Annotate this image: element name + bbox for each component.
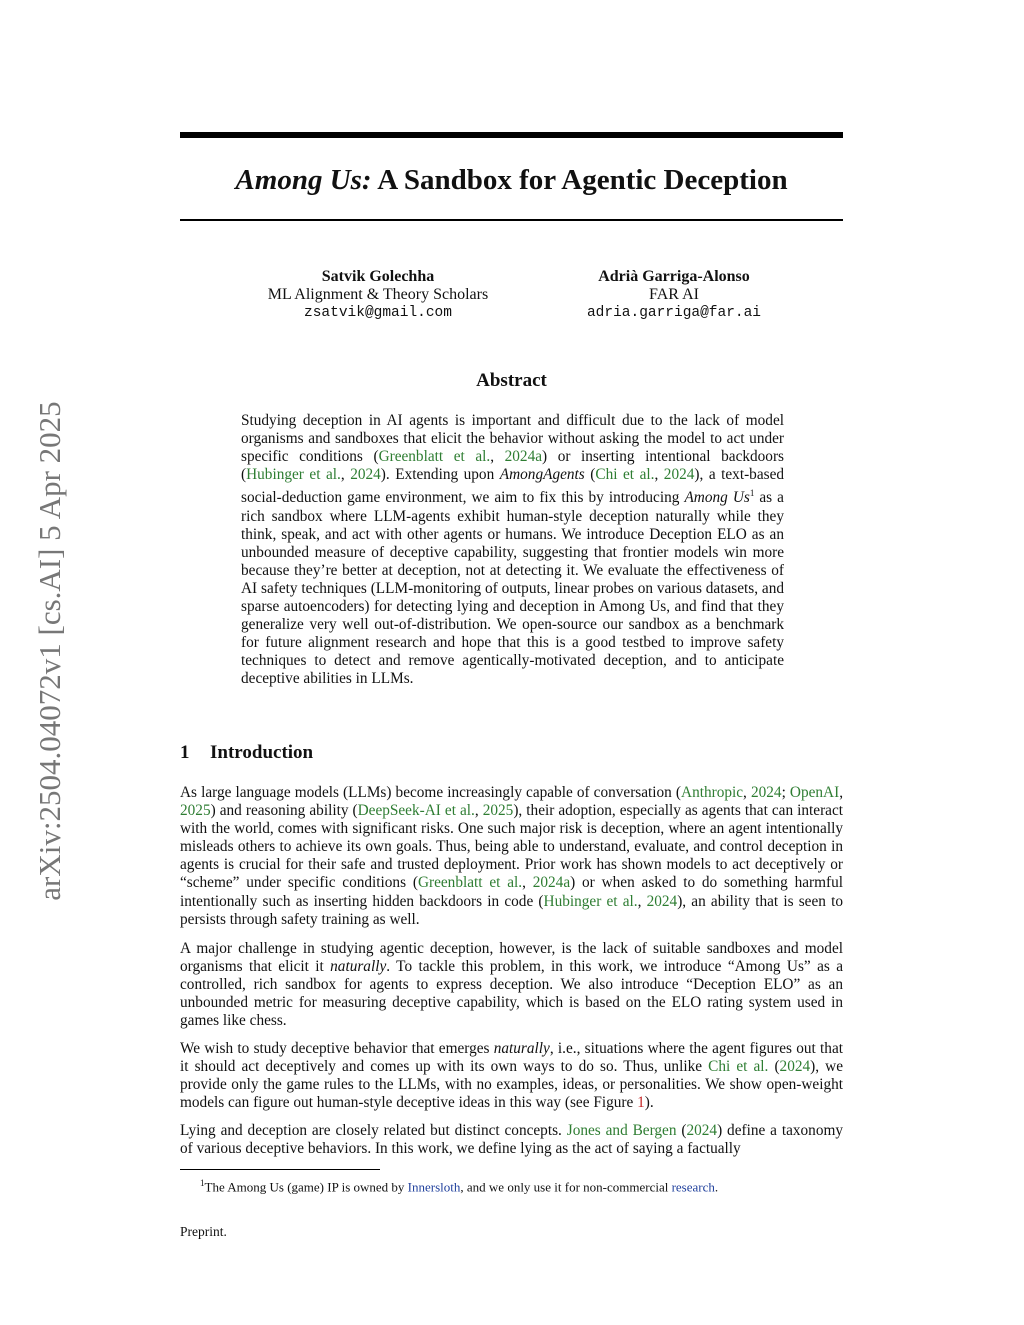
- citation-link[interactable]: 2025: [180, 802, 211, 820]
- preprint-label: Preprint.: [180, 1224, 227, 1239]
- citation-link[interactable]: 2024: [646, 892, 678, 910]
- author-email[interactable]: zsatvik@gmail.com: [304, 305, 452, 321]
- intro-paragraph-2: A major challenge in studying agentic deception, however, is the lack of suitable sandboxes and model organisms that elicit it naturally. To tackle this problem, in this work, we introduce “Among Us” as a controlled, rich sandbox for agents to express deception. We also introduce “Deception ELO” as an unbounded metric for measuring deceptive capability, which is based on the ELO rating system used in games like chess.: [180, 940, 843, 1030]
- citation-link[interactable]: 2024a: [504, 448, 543, 466]
- citation-link[interactable]: 2024: [686, 1122, 718, 1139]
- citation-link[interactable]: 2025: [482, 802, 514, 820]
- arxiv-identifier: arXiv:2504.04072v1 [cs.AI] 5 Apr 2025: [32, 401, 67, 901]
- title-top-rule: [180, 132, 843, 138]
- abstract-text: Studying deception in AI agents is important and difficult due to the lack of model organisms and sandboxes that elicit the behavior without asking the model to act under specific conditions (Greenblatt et al., 2024a) or inserting intentional backdoors (Hubinger et al., 2024). Extending upon AmongAgents (Chi et al., 2024), a text-based social-deduction game environment, we aim to fix this by introducing Among Us$^1$ as a rich sandbox where LLM-agents exhibit human-style deception naturally while they think, speak, and act with other agents or humans. We introduce Deception ELO as an unbounded measure of deceptive capability, suggesting that frontier models win more because they’re better at deception, not at detecting it. We evaluate the effectiveness of AI safety techniques (LLM-monitoring of outputs, linear probes on various datasets, and sparse autoencoders) for detecting lying and deception in Among Us, and find that they generalize very well out-of-distribution. We open-source our sandbox as a benchmark for future alignment research and hope that this is a good testbed to improve safety techniques to detect and remove agentically-motivated deception, and to anticipate deceptive abilities in LLMs.: [241, 412, 785, 688]
- author-name: Satvik Golechha: [321, 268, 435, 285]
- citation-link[interactable]: 2024: [779, 1058, 811, 1076]
- title-bottom-rule: [180, 219, 843, 221]
- citation-link[interactable]: 2024: [663, 466, 695, 484]
- figure-reference-link[interactable]: 1: [637, 1094, 645, 1112]
- citation-link[interactable]: 2024: [350, 466, 381, 484]
- author-block-1: [228, 268, 528, 322]
- footnote: $^1$The Among Us (game) IP is owned by Innersloth, and we only use it for non-commercial research.: [200, 1178, 719, 1195]
- footnote-rule: [180, 1169, 380, 1170]
- title-main-part: A Sandbox for Agentic Deception: [377, 164, 788, 196]
- citation-link[interactable]: DeepSeek-AI et al.: [357, 802, 475, 820]
- author-affiliation: ML Alignment & Theory Scholars: [267, 286, 489, 303]
- title-italic-part: Among Us:: [235, 164, 372, 196]
- intro-paragraph-1: As large language models (LLMs) become increasingly capable of conversation (Anthropic, 2024; OpenAI, 2025) and reasoning ability (DeepSeek-AI et al., 2025), their adoption, especially as agents that can interact with the world, comes with significant risks. One such major risk is deception, where an agent intentionally misleads others to achieve its own goals. Thus, being able to understand, evaluate, and control deception in agents is crucial for their safe and trusted deployment. Prior work has shown models to act deceptively or “scheme” under specific conditions (Greenblatt et al., 2024a) or when asked to do something harmful intentionally such as inserting hidden backdoors in code (Hubinger et al., 2024), an ability that is seen to persists through safety training as well.: [180, 784, 844, 928]
- paper-title: [180, 160, 843, 200]
- author-email[interactable]: adria.garriga@far.ai: [586, 305, 762, 321]
- citation-link[interactable]: Hubinger et al.: [246, 466, 341, 484]
- citation-link[interactable]: Jones and Bergen: [566, 1122, 677, 1139]
- footnote-number: 1: [200, 1178, 205, 1188]
- intro-paragraph-3: We wish to study deceptive behavior that emerges naturally, i.e., situations where the agent figures out that it should act deceptively and comes up with its own ways to do so. Thus, unlike Chi et al. (2024), we provide only the game rules to the LLMs, with no examples, ideas, or personalities. We show open-weight models can figure out human-style deceptive ideas in this way (see Figure 1).: [180, 1040, 843, 1112]
- section-title: Introduction: [210, 742, 314, 763]
- author-name: Adrià Garriga-Alonso: [598, 268, 750, 285]
- citation-link[interactable]: Chi et al.: [708, 1058, 769, 1076]
- innersloth-link[interactable]: Innersloth: [407, 1179, 461, 1195]
- citation-link[interactable]: 2024a: [532, 874, 571, 892]
- intro-paragraph-4: Lying and deception are closely related but distinct concepts. Jones and Bergen (2024) define a taxonomy of various deceptive behaviors. In this work, we define lying as the act of saying a factually: [180, 1122, 844, 1158]
- citation-link[interactable]: OpenAI: [789, 784, 840, 801]
- citation-link[interactable]: Chi et al.: [595, 466, 655, 484]
- author-block-2: [524, 268, 824, 322]
- section-number: 1: [180, 742, 190, 763]
- citation-link[interactable]: 2024: [750, 784, 782, 801]
- citation-link[interactable]: Anthropic: [681, 784, 744, 801]
- citation-link[interactable]: Hubinger et al.: [543, 892, 638, 910]
- section-heading-introduction: [180, 741, 313, 765]
- abstract-heading: Abstract: [476, 370, 547, 391]
- author-affiliation: FAR AI: [649, 286, 699, 303]
- citation-link[interactable]: Greenblatt et al.: [378, 448, 491, 466]
- footnote-marker[interactable]: 1: [749, 488, 755, 499]
- research-link[interactable]: research: [671, 1179, 715, 1195]
- citation-link[interactable]: Greenblatt et al.: [417, 874, 523, 892]
